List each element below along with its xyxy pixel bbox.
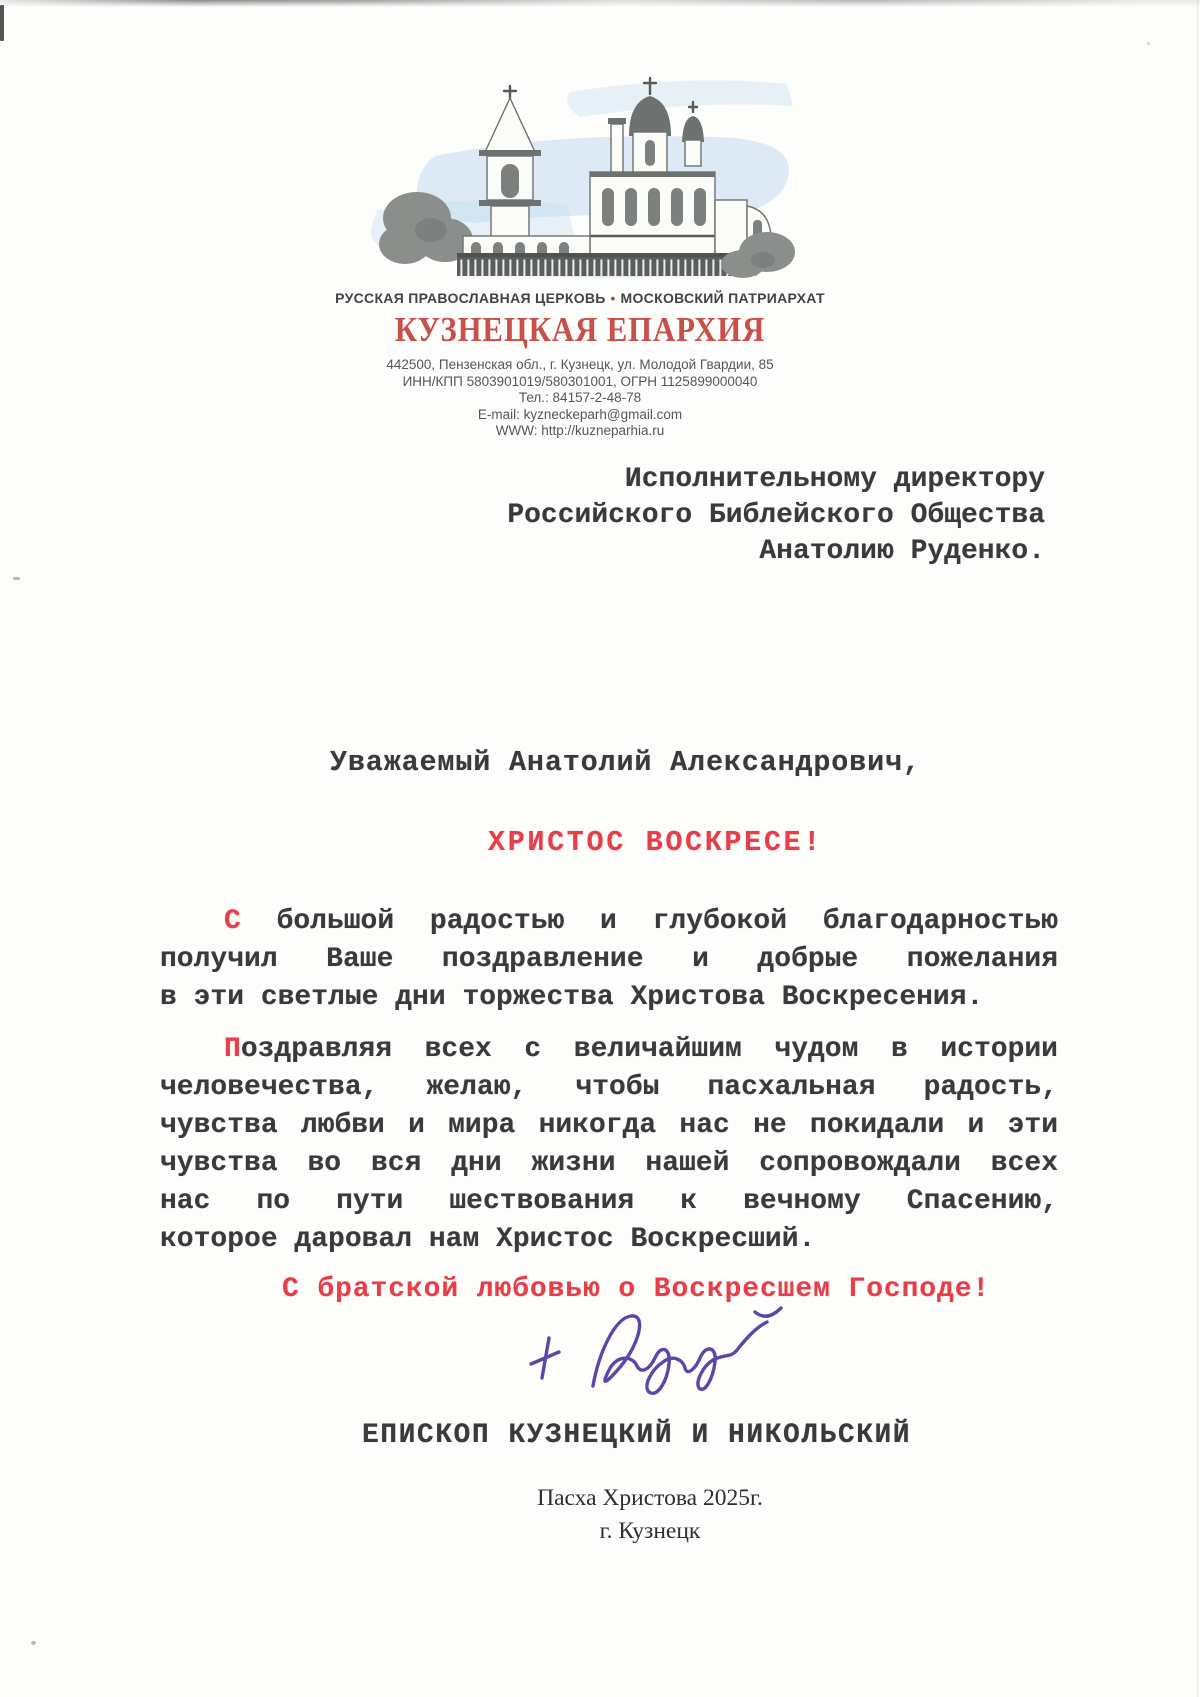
signer-title: ЕПИСКОП КУЗНЕЦКИЙ И НИКОЛЬСКИЙ <box>362 1420 912 1451</box>
recipient-line: Исполнительному директору <box>624 464 1045 495</box>
colophon <box>500 1482 800 1548</box>
requisites-line: ИНН/КПП 5803901019/580301001, ОГРН 1125899000040 <box>402 373 758 389</box>
body-line: нас по пути шествования к вечному Спасению, <box>160 1186 1058 1217</box>
signature-block <box>515 1300 825 1420</box>
cross-mark-icon <box>531 1338 559 1378</box>
fence <box>457 253 757 276</box>
letterhead <box>280 60 880 440</box>
red-initial: П <box>224 1034 241 1065</box>
body-line: Поздравляя всех с величайшим чудом в истории <box>224 1034 1058 1065</box>
email-line: E-mail: kyzneckeparh@gmail.com <box>477 406 683 422</box>
body-line: которое даровал нам Христос Воскресший. <box>160 1224 816 1255</box>
body-line: чувства во вся дни жизни нашей сопровождали всех <box>160 1148 1058 1179</box>
city-line: г. Кузнецк <box>599 1518 701 1544</box>
date-line: Пасха Христова 2025г. <box>537 1485 763 1511</box>
body-line: получил Ваше поздравление и добрые пожелания <box>160 944 1058 975</box>
scan-speck <box>1147 42 1150 45</box>
body-line: в эти светлые дни торжества Христова Воскресения. <box>160 982 984 1013</box>
scan-artifact-right-edge <box>1197 0 1198 1697</box>
red-initial: С <box>224 906 241 937</box>
scan-artifact-top-edge <box>0 0 1200 7</box>
phone-line: Тел.: 84157-2-48-78 <box>518 390 642 405</box>
org-line <box>280 290 880 306</box>
church-illustration-icon <box>365 60 795 280</box>
easter-greeting: ХРИСТОС ВОСКРЕСЕ! <box>488 826 823 859</box>
letterhead-contacts <box>280 357 880 440</box>
scan-speck <box>31 1641 36 1645</box>
body-line: С большой радостью и глубокой благодарностью <box>224 906 1058 937</box>
org-left-label: РУССКАЯ ПРАВОСЛАВНАЯ ЦЕРКОВЬ <box>335 290 606 306</box>
bishop-signature-icon <box>515 1300 825 1415</box>
diamond-bullet-icon: • <box>610 291 616 306</box>
body-line: чувства любви и мира никогда нас не покидали и эти <box>160 1110 1058 1141</box>
body-line: человечества, желаю, чтобы пасхальная радость, <box>160 1072 1058 1103</box>
scan-artifact-corner-mark <box>0 5 4 41</box>
address-line: 442500, Пензенская обл., г. Кузнецк, ул. Молодой Гвардии, 85 <box>386 357 774 372</box>
scan-speck <box>13 577 20 580</box>
salutation: Уважаемый Анатолий Александрович, <box>330 746 921 779</box>
org-right-label: МОСКОВСКИЙ ПАТРИАРХАТ <box>620 290 825 306</box>
recipient-line: Российского Библейского Общества <box>507 500 1045 531</box>
recipient-line: Анатолию Руденко. <box>759 536 1045 567</box>
eparchy-title: КУЗНЕЦКАЯ ЕПАРХИЯ <box>394 310 766 349</box>
website-line: WWW: http://kuzneparhia.ru <box>495 423 665 438</box>
closing-line: С братской любовью о Воскресшем Господе! <box>282 1274 991 1305</box>
recipient-block <box>507 462 1045 570</box>
letter-body <box>160 903 1058 1259</box>
handwritten-signature-icon <box>593 1308 781 1393</box>
